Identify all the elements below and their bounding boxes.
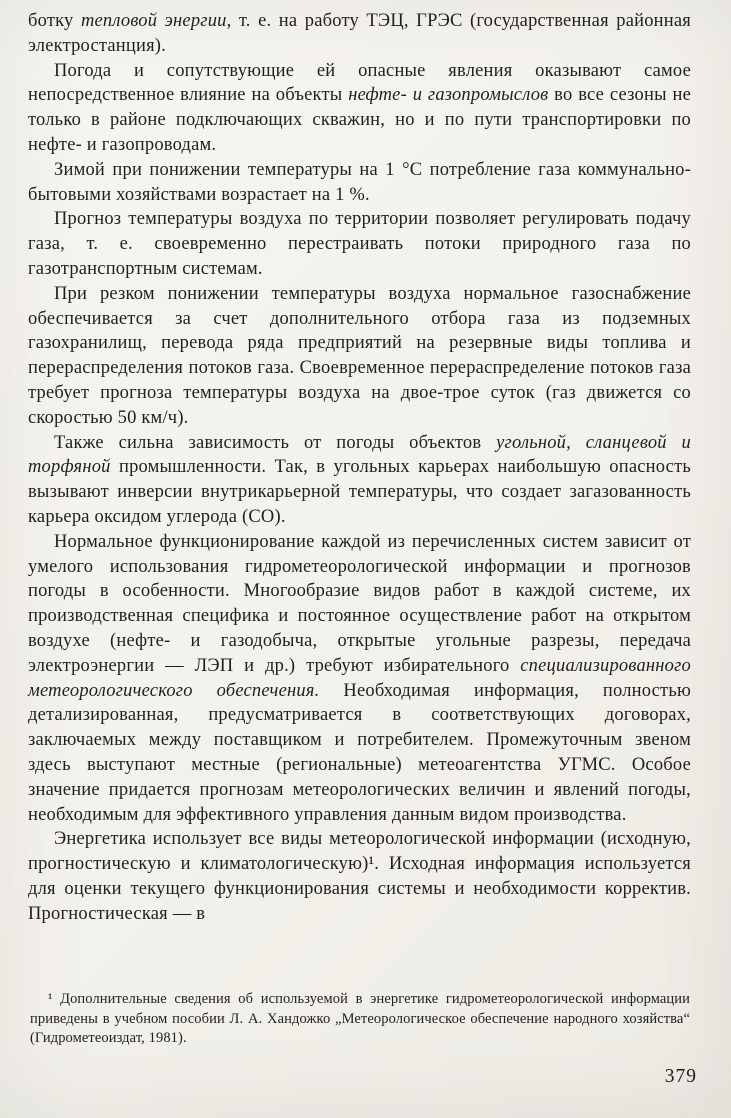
paragraph — [28, 282, 691, 431]
paragraph — [28, 9, 691, 59]
text-run: Необходимая информация, полностью детализированная, предусматривается в соответствующих договорах, заключаемых между поставщиком и потребителем. Промежуточным звеном здесь выступают местные (региональные) метеоагентства УГМС. Особое значение придается прогнозам метеорологических величин и явлений погоды, необходимым для эффективного управления данным видом производства. — [28, 680, 691, 825]
text-run: Зимой при понижении температуры на 1 °С потребление газа коммунально-бытовыми хозяйствами возрастает на 1 %. — [28, 159, 691, 205]
footnote — [30, 990, 690, 1049]
paragraph — [28, 207, 691, 281]
text-run-italic: угольной, сланцевой и торфяной — [28, 432, 691, 478]
paragraph — [28, 530, 691, 828]
body-text — [28, 9, 691, 926]
page-number: 379 — [664, 1066, 697, 1087]
text-run: При резком понижении температуры воздуха нормальное газоснабжение обеспечивается за счет дополнительного отбора газа из подземных газохранилищ, перевода ряда предприятий на резервные виды топлива и перераспределения потоков газа. Своевременное перераспределение потоков газа требует прогноза температуры воздуха на двое-трое суток (газ движется со скоростью 50 км/ч). — [28, 283, 691, 428]
paragraph — [28, 158, 691, 208]
text-run: промышленности. Так, в угольных карьерах наибольшую опасность вызывают инверсии внутрикарьерной температуры, что создает загазованность карьера оксидом углерода (СО). — [28, 457, 691, 527]
text-run: ботку — [28, 11, 81, 31]
text-run: во все сезоны не только в районе подключающих скважин, но и по пути транспортировки по нефте- и газопроводам. — [28, 85, 691, 155]
paragraph — [28, 431, 691, 530]
text-run: , т. е. на работу ТЭЦ, ГРЭС (государственная районная электростанция). — [28, 11, 691, 56]
text-run: Нормальное функционирование каждой из перечисленных систем зависит от умелого использования гидрометеорологической информации и прогнозов погоды в особенности. Многообразие видов работ в каждой системе, их производственная специфика и постоянное осуществление работ на открытом воздухе (нефте- и газодобыча, открытые угольные разрезы, передача электроэнергии — ЛЭП и др.) требуют избирательного — [28, 531, 691, 676]
text-run: Погода и сопутствующие ей опасные явления оказывают самое непосредственное влияние на объекты — [28, 60, 691, 106]
text-run-italic: специализированного метеорологического обеспечения. — [28, 655, 691, 701]
text-run: Энергетика использует все виды метеорологической информации (исходную, прогностическую и климатологическую)¹. Исходная информация используется для оценки текущего функционирования системы и необходимости корректив. Прогностическая — в — [28, 829, 691, 924]
paragraph — [28, 827, 691, 926]
text-run: Также сильна зависимость от погоды объектов — [54, 432, 497, 453]
text-run-italic: нефте- и газопромыслов — [348, 85, 549, 106]
text-run: Прогноз температуры воздуха по территории позволяет регулировать подачу газа, т. е. своевременно перестраивать потоки природного газа по газотранспортным системам. — [28, 209, 691, 279]
footnote-text: ¹ Дополнительные сведения об используемой в энергетике гидрометеорологической информации приведены в учебном пособии Л. А. Хандожко „Метеорологическое обеспечение народного хозяйства“ (Гидрометеоиздат, 1981). — [30, 991, 690, 1046]
text-run-italic: тепловой энергии — [80, 11, 227, 31]
paragraph — [28, 59, 691, 158]
